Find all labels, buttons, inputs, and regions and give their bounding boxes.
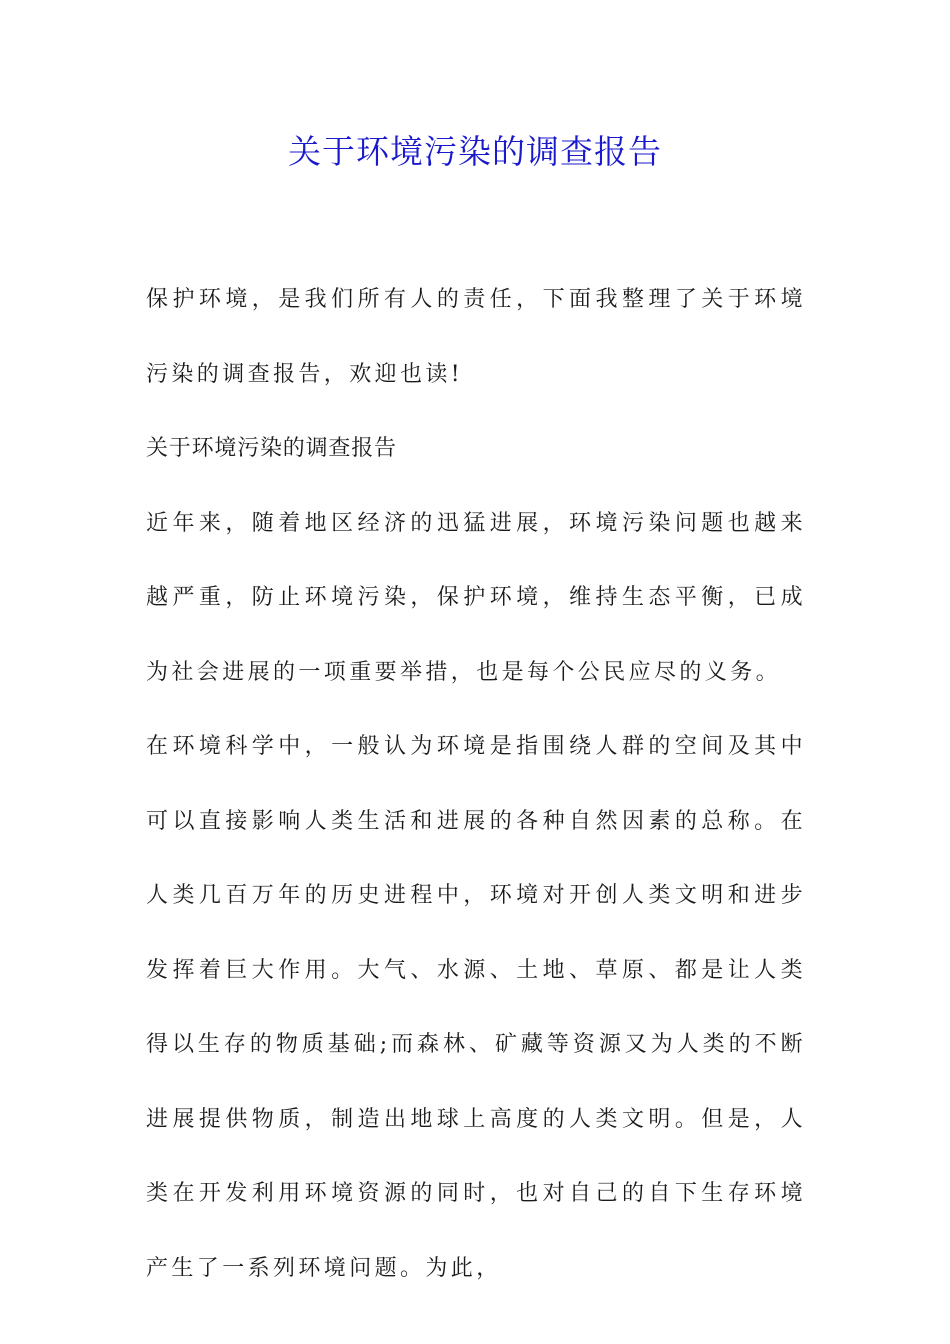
- paragraph-intro: 保护环境，是我们所有人的责任，下面我整理了关于环境污染的调查报告，欢迎也读!: [146, 287, 806, 387]
- paragraph-background: 近年来，随着地区经济的迅猛进展，环境污染问题也越来越严重，防止环境污染，保护环境，维持生态平衡，已成为社会进展的一项重要举措，也是每个公民应尽的义务。: [146, 510, 806, 685]
- paragraph-environment-definition: 在环境科学中，一般认为环境是指围绕人群的空间及其中可以直接影响人类生活和进展的各种自然因素的总称。在人类几百万年的历史进程中，环境对开创人类文明和进步发挥着巨大作用。大气、水源、土地、草原、都是让人类得以生存的物质基础;而森林、矿藏等资源又为人类的不断进展提供物质，制造出地球上高度的人类文明。但是，人类在开发利用环境资源的同时，也对自己的自下生存环境产生了一系列环境问题。为此，: [146, 734, 806, 1281]
- paragraph-subtitle: 关于环境污染的调查报告: [146, 436, 397, 461]
- document-title: 关于环境污染的调查报告: [288, 132, 662, 171]
- document-body: [146, 263, 806, 1306]
